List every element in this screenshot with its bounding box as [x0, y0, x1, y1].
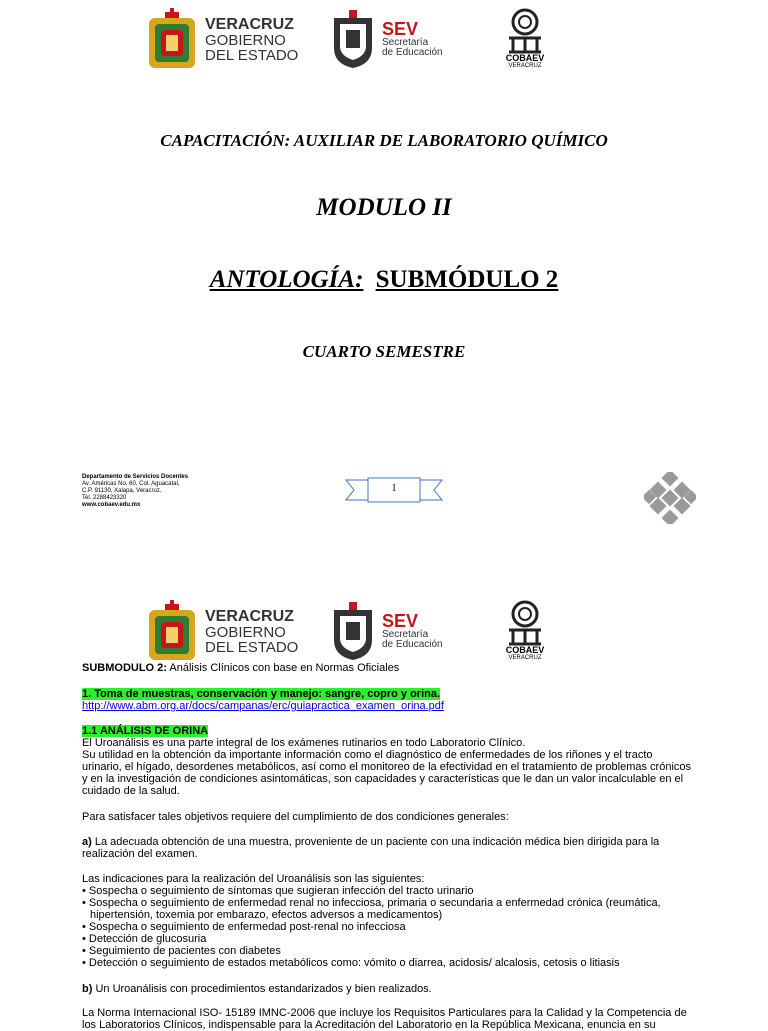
sev-logo-2 [330, 602, 443, 660]
cobaev-sub: VERACRUZ [508, 655, 542, 661]
list-item: • Detección de glucosuria [82, 933, 207, 945]
veracruz-line2: GOBIERNO [205, 32, 286, 49]
veracruz-logo [145, 8, 298, 70]
list-item: • Sospecha o seguimiento de enfermedad post-renal no infecciosa [82, 921, 406, 933]
sev-line2: de Educación [382, 639, 443, 650]
sev-line1: Secretaría [382, 37, 429, 48]
b-text: Un Uroanálisis con procedimientos estandarizados y bien realizados. [92, 983, 432, 995]
knot-pattern-icon [644, 472, 696, 524]
modulo-title: MODULO II [316, 194, 452, 221]
section11-heading: 1.1 ANÁLISIS DE ORINA [82, 725, 209, 737]
page-number: 1 [391, 483, 397, 494]
semestre-title: CUARTO SEMESTRE [302, 342, 466, 361]
footer-web: www.cobaev.edu.mx [82, 502, 141, 508]
veracruz-logo-2 [145, 600, 298, 662]
cobaev-logo [505, 8, 545, 69]
section1-block [82, 688, 692, 712]
veracruz-line3: DEL ESTADO [205, 47, 299, 64]
section11-block [82, 725, 692, 797]
sev-logo [330, 10, 443, 68]
indications-block [82, 873, 692, 969]
para-b [82, 983, 692, 995]
para-a [82, 836, 692, 860]
footer-address [82, 474, 282, 509]
cobaev-name: COBAEV [505, 53, 545, 63]
submodulo-label: SUBMÓDULO 2 [375, 266, 559, 293]
veracruz-line3: DEL ESTADO [205, 639, 299, 656]
sev-line2: de Educación [382, 47, 443, 58]
capacitacion-title: CAPACITACIÓN: AUXILIAR DE LABORATORIO QUÍMICO [160, 131, 608, 150]
indications-intro: Las indicaciones para la realización del Uroanálisis son las siguientes: [82, 873, 425, 885]
sev-line1: Secretaría [382, 629, 429, 640]
veracruz-seal-icon [145, 600, 199, 662]
cobaev-emblem-icon [505, 8, 545, 54]
veracruz-seal-icon [145, 8, 199, 70]
list-item: • Detección o seguimiento de estados metabólicos como: vómito o diarrea, acidosis/ alcalosis, cetosis o litiasis [82, 957, 620, 969]
footer-dept: Departamento de Servicios Docentes [82, 474, 189, 480]
header-logos-1 [0, 8, 768, 78]
submodulo-label: SUBMODULO 2: [82, 662, 167, 674]
b-label: b) [82, 983, 93, 995]
sev-title: SEV [382, 611, 419, 631]
cobaev-emblem-icon [505, 600, 545, 646]
indications-list [82, 885, 692, 969]
a-label: a) [82, 836, 92, 848]
antologia-label: ANTOLOGÍA: [209, 266, 364, 293]
submodulo-text: Análisis Clínicos con base en Normas Oficiales [166, 662, 400, 674]
page-number-banner [344, 474, 444, 506]
submodulo-heading [82, 662, 692, 674]
list-item: • Sospecha o seguimiento de síntomas que sugieran infección del tracto urinario [82, 885, 474, 897]
footer-tel: Tel. 2288423320 [82, 495, 127, 501]
header-logos-2 [0, 600, 768, 670]
a-text: La adecuada obtención de una muestra, proveniente de un paciente con una indicación médica bien dirigida para la realización del examen. [82, 836, 660, 860]
sev-title: SEV [382, 19, 419, 39]
para-1: El Uroanálisis es una parte integral de los exámenes rutinarios en todo Laboratorio Clínico. [82, 737, 526, 749]
list-item: • Sospecha o seguimiento de enfermedad renal no infecciosa, primaria o secundaria a enfermedad crónica (reumática, hipertensión, toxemia por embarazo, efectos adversos a medicamentos) [82, 897, 661, 921]
footer-addr1: Av. Américas No. 60, Col. Aguacatal, [82, 481, 180, 487]
list-item: • Seguimiento de pacientes con diabetes [82, 945, 281, 957]
section1-heading: 1. Toma de muestras, conservación y manejo: sangre, copro y orina. [82, 688, 441, 700]
cobaev-name: COBAEV [505, 645, 545, 655]
footer-addr2: C.P. 91130, Xalapa, Veracruz. [82, 488, 162, 494]
guide-link[interactable]: http://www.abm.org.ar/docs/campanas/erc/guiapractica_examen_orina.pdf [82, 700, 444, 712]
antologia-title [0, 266, 768, 294]
para-2: Su utilidad en la obtención da importante información como el diagnóstico de enfermedades de los riñones y el tracto urinario, el hígado, desordenes metabólicos, así como el monitoreo de la efectividad en el tratamiento de problemas crónicos y en la investigación de condiciones asintomáticas, son capacidades y características que le dan un valor incalculable en el cuidado de la salud. [82, 749, 692, 797]
knot-decoration [644, 472, 696, 529]
sev-shield-icon [330, 10, 376, 68]
veracruz-line1: VERACRUZ [205, 608, 294, 625]
veracruz-line1: VERACRUZ [205, 16, 294, 33]
para-3: Para satisfacer tales objetivos requiere del cumplimiento de dos condiciones generales: [82, 811, 509, 823]
cobaev-sub: VERACRUZ [508, 63, 542, 69]
veracruz-line2: GOBIERNO [205, 624, 286, 641]
cobaev-logo-2 [505, 600, 545, 661]
sev-shield-icon [330, 602, 376, 660]
para-last: La Norma Internacional ISO- 15189 IMNC-2006 que incluye los Requisitos Particulares para la Calidad y la Competencia de los Laboratorios Clínicos, indispensable para la Acreditación del Laboratorio en la República Mexicana, enuncia en su [82, 1007, 687, 1031]
